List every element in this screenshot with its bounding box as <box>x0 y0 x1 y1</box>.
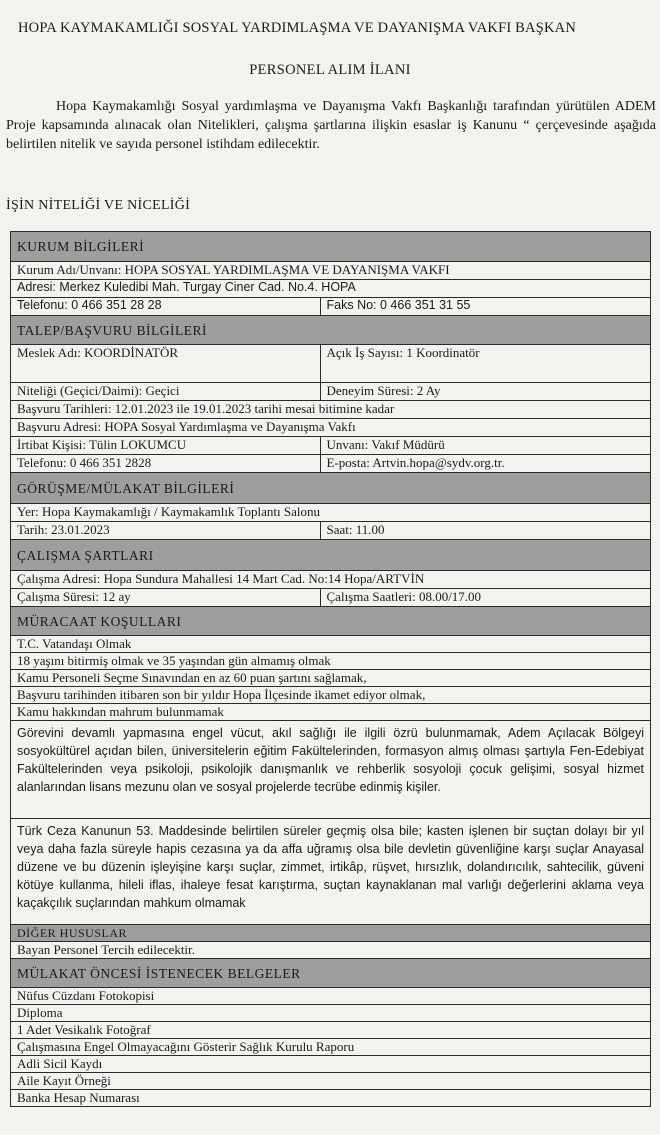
belge-item: Aile Kayıt Örneği <box>11 1073 651 1090</box>
talep-meslek: Meslek Adı: KOORDİNATÖR <box>11 345 321 383</box>
calisma-heading: ÇALIŞMA ŞARTLARI <box>11 540 651 571</box>
talep-eposta: E-posta: Artvin.hopa@sydv.org.tr. <box>320 455 650 473</box>
intro-paragraph: Hopa Kaymakamlığı Sosyal yardımlaşma ve Dayanışma Vakfı Başkanlığı tarafından yürütülen ADEM Proje kapsamında alınacak olan Nitelikleri, çalışma şartlarına ilişkin esaslar iş Kanunu “ çerçevesinde aşağıda belirtilen nitelik ve sayıda personel istihdam edilecektir. <box>6 99 656 152</box>
talep-tarih: Başvuru Tarihleri: 12.01.2023 ile 19.01.2023 tarihi mesai bitimine kadar <box>11 401 651 419</box>
calisma-adres: Çalışma Adresi: Hopa Sundura Mahallesi 14 Mart Cad. No:14 Hopa/ARTVİN <box>11 571 651 589</box>
gorusme-saat: Saat: 11.00 <box>320 522 650 540</box>
kurum-phone: Telefonu: 0 466 351 28 28 <box>11 298 321 316</box>
gorusme-heading: GÖRÜŞME/MÜLAKAT BİLGİLERİ <box>11 473 651 504</box>
gorusme-tarih: Tarih: 23.01.2023 <box>11 522 321 540</box>
muracaat-paragraph-criminal: Türk Ceza Kanunun 53. Maddesinde belirtilen süreler geçmiş olsa bile; kasten işlenen bir suçtan dolayı bir yıl veya daha fazla süreyle hapis cezasına ya da affa uğramış olsa bile devletin güvenliğine karşı suçlar Anayasal düzene ve bu düzenin işleyişine karşı suçlar, zimmet, irtikâp, rüşvet, hırsızlık, dolandırıcılık, sahtecilik, güveni kötüye kullanma, hileli iflas, ihaleye fesat karıştırma, suçtan kaynaklanan mal varlığı değerlerini aklama veya kaçakçılık suçlarından mahkum olmamak <box>11 819 651 925</box>
talep-unvan: Unvanı: Vakıf Müdürü <box>320 437 650 455</box>
muracaat-item: Başvuru tarihinden itibaren son bir yıldır Hopa İlçesinde ikamet ediyor olmak, <box>11 687 651 704</box>
talep-nitelik: Niteliği (Geçici/Daimi): Geçici <box>11 383 321 401</box>
belge-item: Diploma <box>11 1005 651 1022</box>
muracaat-item: T.C. Vatandaşı Olmak <box>11 636 651 653</box>
diger-text: Bayan Personel Tercih edilecektir. <box>11 942 651 959</box>
muracaat-item: Kamu hakkından mahrum bulunmamak <box>11 704 651 721</box>
calisma-saat: Çalışma Saatleri: 08.00/17.00 <box>320 589 650 607</box>
calisma-sure: Çalışma Süresi: 12 ay <box>11 589 321 607</box>
gorusme-yer: Yer: Hopa Kaymakamlığı / Kaymakamlık Toplantı Salonu <box>11 504 651 522</box>
belgeler-heading: MÜLAKAT ÖNCESİ İSTENECEK BELGELER <box>11 959 651 988</box>
belge-item: 1 Adet Vesikalık Fotoğraf <box>11 1022 651 1039</box>
announcement-form-table <box>10 231 651 1107</box>
document-title: PERSONEL ALIM İLANI <box>249 62 411 78</box>
talep-acik-is: Açık İş Sayısı: 1 Koordinatör <box>320 345 650 383</box>
belge-item: Nüfus Cüzdanı Fotokopisi <box>11 988 651 1005</box>
talep-irtibat: İrtibat Kişisi: Tülin LOKUMCU <box>11 437 321 455</box>
talep-adres: Başvuru Adresi: HOPA Sosyal Yardımlaşma ve Dayanışma Vakfı <box>11 419 651 437</box>
muracaat-paragraph-health: Görevini devamlı yapmasına engel vücut, akıl sağlığı ile ilgili özrü bulunmamak, Adem Açılacak Bölgeyi sosyokültürel açıdan bilen, üniversitelerin eğitim Fakültelerinden, formasyon almış olması şartıyla Fen-Edebiyat Fakültelerinden veya psikoloji, psikolojik danışmanlık ve rehberlik sosyoloji çocuk gelişimi, sosyal hizmet alanlarından lisans mezunu olan ve sosyal projelerde tecrübe edinmiş kişiler. <box>11 721 651 819</box>
belge-item: Banka Hesap Numarası <box>11 1090 651 1107</box>
kurum-name: Kurum Adı/Unvanı: HOPA SOSYAL YARDIMLAŞMA VE DAYANIŞMA VAKFI <box>11 262 651 280</box>
belge-item: Adli Sicil Kaydı <box>11 1056 651 1073</box>
section-heading: İŞİN NİTELİĞİ VE NİCELİĞİ <box>6 198 191 213</box>
belge-item: Çalışmasına Engel Olmayacağını Gösterir Sağlık Kurulu Raporu <box>11 1039 651 1056</box>
talep-deneyim: Deneyim Süresi: 2 Ay <box>320 383 650 401</box>
org-title: HOPA KAYMAKAMLIĞI SOSYAL YARDIMLAŞMA VE DAYANIŞMA VAKFI BAŞKAN <box>18 20 577 36</box>
kurum-heading: KURUM BİLGİLERİ <box>11 232 651 262</box>
muracaat-heading: MÜRACAAT KOŞULLARI <box>11 607 651 636</box>
talep-heading: TALEP/BAŞVURU BİLGİLERİ <box>11 316 651 345</box>
talep-telefon: Telefonu: 0 466 351 2828 <box>11 455 321 473</box>
muracaat-item: 18 yaşını bitirmiş olmak ve 35 yaşından gün almamış olmak <box>11 653 651 670</box>
kurum-fax: Faks No: 0 466 351 31 55 <box>320 298 650 316</box>
muracaat-item: Kamu Personeli Seçme Sınavından en az 60 puan şartını sağlamak, <box>11 670 651 687</box>
kurum-address: Adresi: Merkez Kuledibi Mah. Turgay Ciner Cad. No.4. HOPA <box>11 280 651 298</box>
diger-heading: DİĞER HUSUSLAR <box>11 925 651 942</box>
